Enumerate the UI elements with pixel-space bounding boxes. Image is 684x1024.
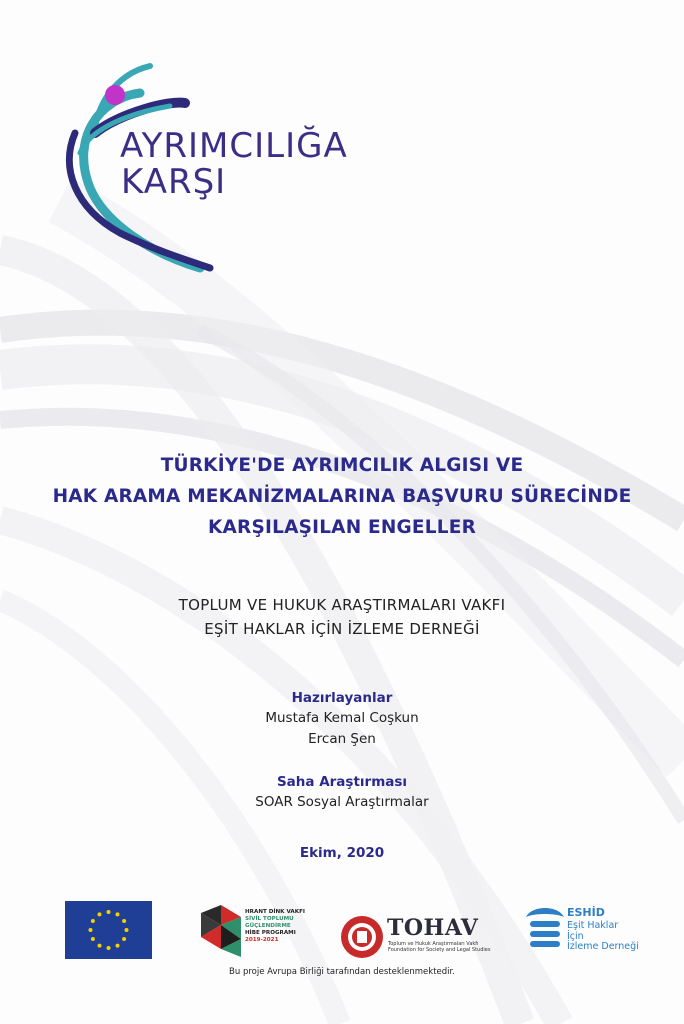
organization-2: EŞİT HAKLAR İÇİN İZLEME DERNEĞİ [204, 620, 480, 638]
prepared-by-heading: Hazırlayanlar [291, 690, 393, 706]
author-2: Ercan Şen [308, 731, 376, 747]
hrant-dink-line2: SİVİL TOPLUMU [245, 916, 294, 922]
author-1: Mustafa Kemal Coşkun [265, 710, 419, 726]
hrant-dink-line3: GÜÇLENDİRME [245, 923, 291, 929]
report-title-line1: TÜRKİYE'DE AYRIMCILIK ALGISI VE [160, 455, 524, 476]
hrant-dink-line5: 2019-2021 [245, 937, 279, 943]
publication-date: Ekim, 2020 [299, 845, 385, 861]
tohav-name: TOHAV [387, 915, 479, 941]
organizations [0, 593, 684, 641]
logo-text-line1: AYRIMCILIĞA [120, 126, 348, 166]
eshid-line2: İçin [567, 930, 584, 942]
eshid-line3: İzleme Derneği [567, 941, 639, 952]
field-research-org: SOAR Sosyal Araştırmalar [255, 794, 429, 810]
tohav-subtitle-en: Foundation for Society and Legal Studies [388, 947, 491, 953]
organization-1: TOPLUM VE HUKUK ARAŞTIRMALARI VAKFI [178, 596, 506, 614]
eu-flag-logo [65, 901, 152, 959]
tohav-subtitle-tr: Toplum ve Hukuk Araştırmaları Vakfı [388, 941, 479, 947]
credits [0, 688, 684, 813]
hrant-dink-line4: HİBE PROGRAMI [245, 930, 296, 936]
report-title-line2: HAK ARAMA MEKANİZMALARINA BAŞVURU SÜRECİNDE [52, 486, 632, 507]
hrant-dink-line1: HRANT DİNK VAKFI [245, 909, 305, 915]
eshid-subtitle [567, 921, 639, 953]
eshid-title: ESHİD [567, 906, 605, 919]
eshid-line1: Eşit Haklar [567, 920, 619, 931]
logo-text-line2: KARŞI [121, 162, 227, 202]
report-title [0, 450, 684, 543]
eu-funding-note: Bu proje Avrupa Birliği tarafından desteklenmektedir. [229, 967, 455, 977]
field-research-heading: Saha Araştırması [276, 774, 408, 790]
report-title-line3: KARŞILAŞILAN ENGELLER [207, 517, 477, 538]
eshid-logo-mark [522, 903, 568, 959]
tohav-subtitle [388, 941, 490, 953]
